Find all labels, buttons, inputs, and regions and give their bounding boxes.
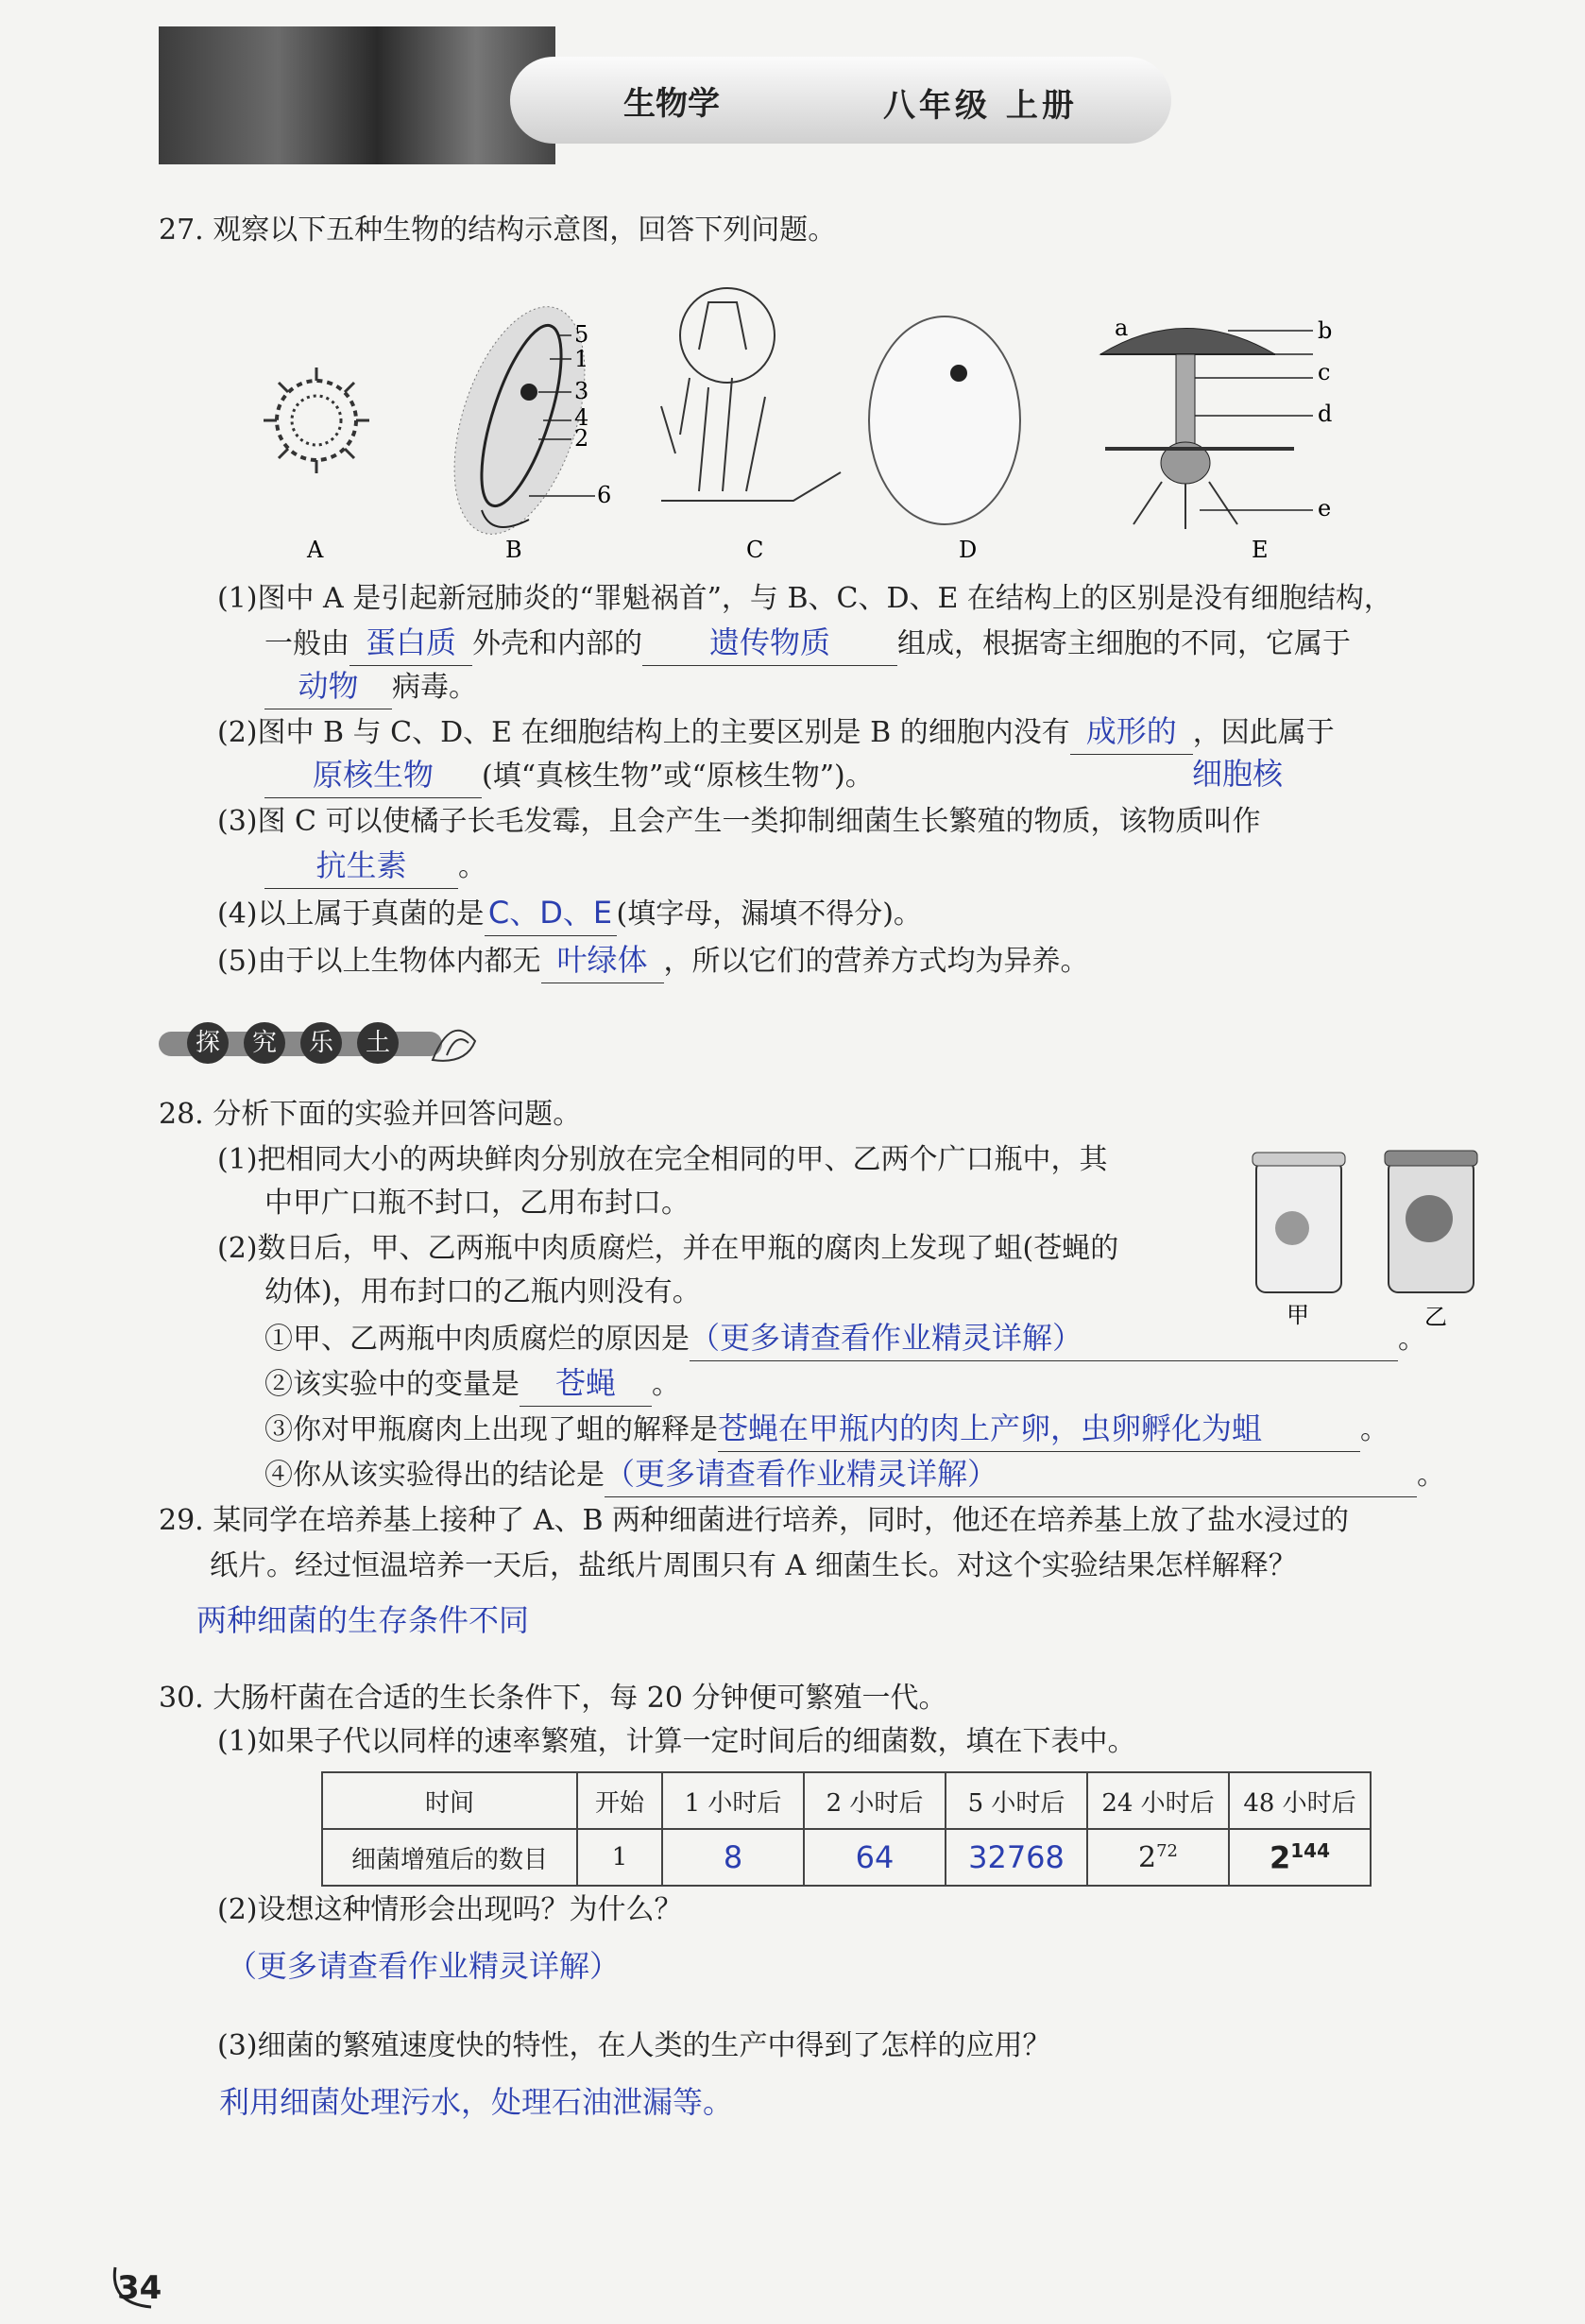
answer-genetic-material: 遗传物质 [708, 624, 830, 660]
q27-stem: 27. 观察以下五种生物的结构示意图，回答下列问题。 [159, 214, 837, 247]
answer-fungi: C、D、E [487, 895, 613, 931]
answer-protein: 蛋白质 [365, 624, 456, 660]
figure-label-b: B [505, 537, 522, 563]
q28-p1-line1: (1)把相同大小的两块鲜肉分别放在完全相同的甲、乙两个广口瓶中，其 [217, 1143, 1108, 1176]
q28-s4: ④你从该实验得出的结论是（更多请查看作业精灵详解） 。 [264, 1453, 1445, 1497]
q28-s2: ②该实验中的变量是 苍蝇 。 [264, 1362, 680, 1407]
explore-banner [159, 1022, 499, 1064]
table-header-cell: 24 小时后 [1087, 1772, 1229, 1829]
grade-label: 八年级 上册 [883, 87, 1078, 125]
q30-p1: (1)如果子代以同样的速率繁殖，计算一定时间后的细菌数，填在下表中。 [217, 1725, 1136, 1758]
b-part-label: 3 [574, 378, 589, 404]
table-header-cell: 48 小时后 [1229, 1772, 1371, 1829]
answer-prokaryote: 原核生物 [312, 757, 434, 793]
table-row-label: 细菌增殖后的数目 [322, 1829, 577, 1886]
virus-a-drawing [264, 367, 369, 473]
q29-line1: 29. 某同学在培养基上接种了 A、B 两种细菌进行培养，同时，他还在培养基上放了盐水浸过的 [159, 1504, 1350, 1537]
figure-label-e: E [1252, 537, 1269, 563]
b-part-label: 2 [574, 425, 589, 452]
table-header-cell: 开始 [577, 1772, 662, 1829]
q28-p2-line2: 幼体)，用布封口的乙瓶内则没有。 [264, 1275, 701, 1308]
b-part-label: 4 [574, 404, 589, 431]
answer-antibiotic: 抗生素 [315, 847, 407, 883]
subject-title: 生物学 [623, 85, 720, 123]
jar-label-yi: 乙 [1424, 1304, 1447, 1330]
q30-p2: (2)设想这种情形会出现吗？为什么？ [217, 1893, 683, 1926]
e-part-label: a [1115, 315, 1129, 341]
q27-p3-line1: (3)图 C 可以使橘子长毛发霉，且会产生一类抑制细菌生长繁殖的物质，该物质叫作 [217, 805, 1261, 838]
bacteria-table [321, 1771, 1372, 1887]
q27-p1-line1: (1)图中 A 是引起新冠肺炎的“罪魁祸首”，与 B、C、D、E 在结构上的区别是没有细胞结构， [217, 582, 1392, 615]
table-header-cell: 2 小时后 [804, 1772, 946, 1829]
table-answer-cell: 8 [662, 1829, 804, 1886]
q27-p2-line2: 原核生物 (填“真核生物”或“原核生物”)。 [264, 754, 874, 798]
e-part-label: c [1318, 359, 1331, 385]
figure-label-c: C [746, 537, 764, 563]
figure-label-a: A [307, 537, 324, 563]
q27-p1-line2: 一般由 蛋白质 外壳和内部的 遗传物质 组成，根据寄主细胞的不同，它属于 [264, 622, 1351, 666]
mushroom-e-drawing [1100, 315, 1332, 529]
e-part-label: d [1318, 401, 1333, 427]
answer-animal: 动物 [298, 668, 359, 704]
table-header-cell: 5 小时后 [946, 1772, 1087, 1829]
table-answer-cell: 32768 [946, 1829, 1087, 1886]
q30-p2-answer: （更多请查看作业精灵详解） [227, 1948, 621, 1984]
shell-icon [423, 1013, 480, 1069]
q27-p5: (5)由于以上生物体内都无 叶绿体 ，所以它们的营养方式均为异养。 [217, 939, 1089, 983]
q28-s3: ③你对甲瓶腐肉上出现了蛆的解释是苍蝇在甲瓶内的肉上产卵，虫卵孵化为蛆 。 [264, 1408, 1389, 1452]
jar-label-jia: 甲 [1287, 1302, 1309, 1328]
q28-stem: 28. 分析下面的实验并回答问题。 [159, 1098, 582, 1131]
table-answer-cell: 64 [804, 1829, 946, 1886]
answer-formed: 成形的 [1085, 713, 1177, 749]
table-answer-cell-pow48: $2^{144}$ [1229, 1829, 1371, 1886]
figure-label-d: D [959, 537, 978, 563]
banner-char: 究 [244, 1022, 285, 1064]
table-row [322, 1829, 1371, 1886]
table-header-cell: 1 小时后 [662, 1772, 804, 1829]
page-number: 34 [117, 2269, 162, 2307]
banner-char: 乐 [300, 1022, 342, 1064]
table-answer-cell-pow24: $2^{72}$ [1087, 1829, 1229, 1886]
q27-p4: (4)以上属于真菌的是 C、D、E (填字母，漏填不得分)。 [217, 892, 922, 936]
b-part-label: 1 [574, 346, 589, 372]
answer-s4: （更多请查看作业精灵详解） [605, 1456, 998, 1492]
q28-p1-line2: 中甲广口瓶不封口，乙用布封口。 [264, 1187, 690, 1220]
banner-char: 探 [187, 1022, 229, 1064]
bacterium-b-drawing [429, 291, 611, 551]
e-part-label: e [1318, 495, 1332, 521]
q30-stem: 30. 大肠杆菌在合适的生长条件下，每 20 分钟便可繁殖一代。 [159, 1682, 947, 1715]
q28-s1: ①甲、乙两瓶中肉质腐烂的原因是（更多请查看作业精灵详解） 。 [264, 1317, 1426, 1361]
q30-p3-answer: 利用细菌处理污水，处理石油泄漏等。 [219, 2084, 734, 2120]
answer-s3: 苍蝇在甲瓶内的肉上产卵，虫卵孵化为蛆 [718, 1410, 1263, 1446]
q27-p1-line3: 动物 病毒。 [264, 665, 477, 709]
q28-p2-line1: (2)数日后，甲、乙两瓶中肉质腐烂，并在甲瓶的腐肉上发现了蛆(苍蝇的 [217, 1232, 1119, 1265]
answer-chloroplast: 叶绿体 [556, 942, 648, 978]
answer-nucleus: 细胞核 [1192, 756, 1284, 792]
table-header-row [322, 1772, 1371, 1829]
q27-p3-line2: 抗生素 。 [264, 845, 486, 889]
table-header-cell: 时间 [322, 1772, 577, 1829]
q29-line2: 纸片。经过恒温培养一天后，盐纸片周围只有 A 细菌生长。对这个实验结果怎样解释？ [210, 1549, 1297, 1582]
q29-answer: 两种细菌的生存条件不同 [196, 1602, 530, 1638]
table-cell: 1 [577, 1829, 662, 1886]
answer-fly: 苍蝇 [554, 1365, 616, 1401]
answer-s1: （更多请查看作业精灵详解） [690, 1320, 1083, 1356]
b-part-label: 5 [574, 321, 589, 348]
q27-p2-line1: (2)图中 B 与 C、D、E 在细胞结构上的主要区别是 B 的细胞内没有 成形的 ，因此属于 [217, 710, 1335, 755]
b-part-label: 6 [597, 482, 612, 508]
q27-figure [255, 283, 1370, 567]
jars-figure [1245, 1134, 1481, 1332]
mold-c-drawing [661, 288, 841, 501]
yeast-d-drawing [869, 316, 1020, 524]
e-part-label: b [1318, 317, 1333, 344]
banner-char: 土 [357, 1022, 399, 1064]
header-photo [159, 26, 555, 164]
q30-p3: (3)细菌的繁殖速度快的特性，在人类的生产中得到了怎样的应用？ [217, 2029, 1051, 2062]
